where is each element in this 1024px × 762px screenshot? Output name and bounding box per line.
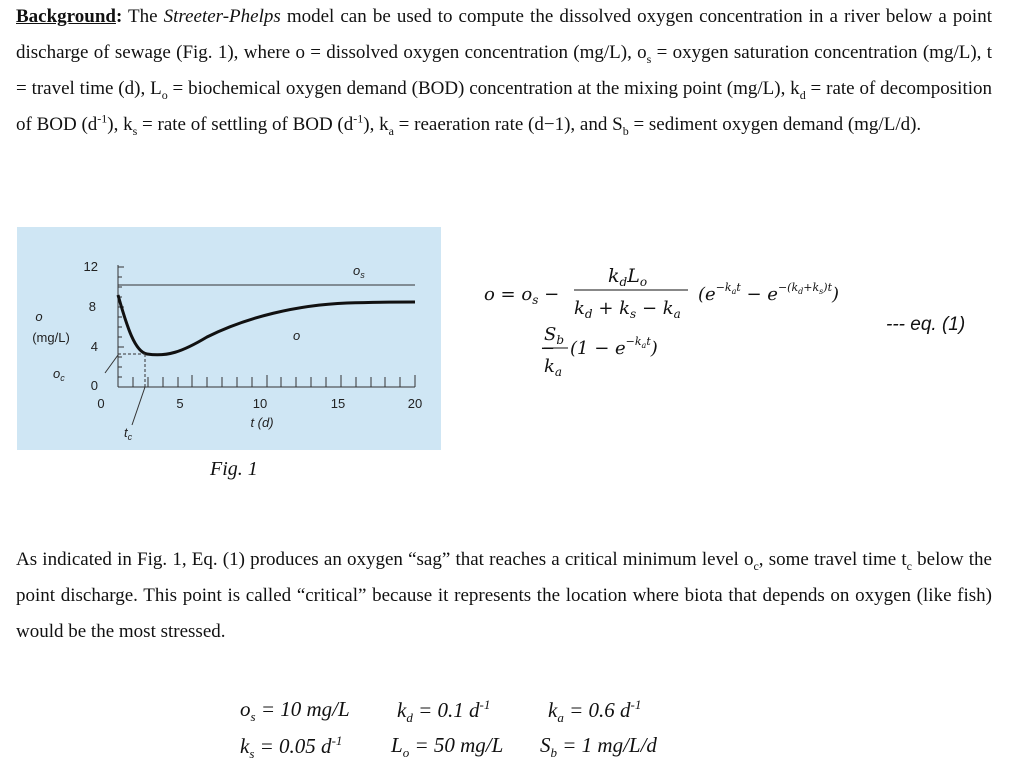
svg-text:Sb: $S_b$ bbox=[544, 324, 565, 347]
curve-annotation: o bbox=[293, 328, 301, 343]
x-tick-label: 0 bbox=[97, 396, 105, 411]
intro-text-5: = rate of decomposition of BOD (d bbox=[16, 78, 993, 135]
param-kd: $k_d = 0.1$ $d^{-1}$ bbox=[397, 697, 491, 726]
y-axis-units: (mg/L) bbox=[32, 330, 70, 345]
x-tick-label: 5 bbox=[176, 396, 184, 411]
svg-text:o = os −: $o = o_s$ − bbox=[484, 284, 560, 307]
svg-text:kdLo: $k_dL_o$ bbox=[608, 265, 648, 289]
sub-c-2: c bbox=[906, 558, 912, 573]
sub-a: a bbox=[388, 123, 394, 138]
y-tick-label: 12 bbox=[83, 259, 98, 274]
intro-text-7: = rate of settling of BOD (d bbox=[137, 114, 354, 135]
svg-text:(e−kat − e−(kd+ks)t): $(e^{-k}at - e^{-(k}d+ks)t$) bbox=[698, 281, 840, 305]
intro-text-10: = sediment oxygen demand (mg/L/d). bbox=[628, 114, 922, 135]
sag-text-1: As indicated in Fig. 1, Eq. (1) produces an oxygen “sag” that reaches a critical minimum level o bbox=[16, 549, 754, 570]
x-tick-label: 15 bbox=[330, 396, 346, 411]
svg-text:−: − bbox=[540, 338, 556, 359]
param-Lo: $L_o = 50$ mg/L bbox=[391, 733, 504, 761]
intro-text-1: The bbox=[122, 6, 164, 27]
tc-pointer bbox=[132, 387, 145, 425]
y-minor-ticks bbox=[118, 267, 124, 377]
y-tick-label: 4 bbox=[90, 339, 98, 354]
tc-annotation: $t_c$ bbox=[124, 425, 133, 442]
intro-text-3: = oxygen saturation concentration (mg/L), t = travel time (d), L bbox=[16, 42, 992, 99]
model-name: Streeter-Phelps bbox=[163, 6, 281, 27]
x-ticks bbox=[118, 375, 415, 387]
sag-paragraph bbox=[16, 542, 992, 650]
heading-colon: : bbox=[115, 6, 123, 27]
param-ka: $k_a = 0.6$ $d^{-1}$ bbox=[548, 697, 642, 726]
equation-label: --- eq. (1) bbox=[886, 314, 966, 335]
sub-s: s bbox=[646, 51, 652, 66]
param-os: $o_s = 10$ mg/L bbox=[240, 697, 350, 725]
svg-text:ka: $k_a$ bbox=[544, 356, 563, 376]
intro-text-6: ), k bbox=[107, 114, 133, 135]
oc-annotation: $o_c$ bbox=[53, 366, 65, 383]
param-Sb: $S_b = 1$ mg/L/d bbox=[540, 733, 657, 761]
os-annotation: $o_s$ bbox=[353, 263, 365, 280]
intro-text-2: model can be used to compute the dissolved oxygen concentration in a river below a point discharge of sewage (Fig. 1), where o = dissolved oxygen concentration (mg/L), o bbox=[16, 6, 992, 63]
oc-pointer bbox=[105, 355, 118, 373]
background-heading: Background bbox=[16, 6, 116, 27]
y-axis-symbol: o bbox=[35, 309, 43, 324]
sub-d: d bbox=[799, 87, 806, 102]
equation-line-1 bbox=[484, 265, 839, 321]
param-ks: $k_s = 0.05$ $d^{-1}$ bbox=[240, 733, 343, 762]
sag-curve bbox=[118, 295, 415, 355]
intro-text-8: ), k bbox=[363, 114, 389, 135]
x-tick-label: 20 bbox=[407, 396, 423, 411]
sup-neg1: -1 bbox=[97, 111, 108, 126]
oxygen-sag-plot bbox=[17, 227, 441, 450]
sub-s-2: s bbox=[132, 123, 138, 138]
sag-text-3: below the point discharge. This point is called “critical” because it represents the location where biota that depends on oxygen (like fish) would be the most stressed. bbox=[16, 549, 992, 642]
intro-text-9: = reaeration rate (d−1), and S bbox=[393, 114, 623, 135]
sub-c: c bbox=[753, 558, 759, 573]
sub-b: b bbox=[622, 123, 629, 138]
oxygen-sag-figure bbox=[17, 227, 441, 450]
sup-neg1-2: -1 bbox=[353, 111, 364, 126]
x-axis-label: t (d) bbox=[250, 415, 274, 430]
background-paragraph bbox=[16, 0, 992, 143]
y-tick-label: 8 bbox=[88, 299, 96, 314]
sag-text-2: , some travel time t bbox=[758, 549, 907, 570]
y-tick-label: 0 bbox=[90, 378, 98, 393]
x-tick-label: 10 bbox=[252, 396, 268, 411]
svg-text:kd + ks − ka: $k_d + k_s - k_a$ bbox=[574, 298, 681, 321]
sub-o: o bbox=[161, 87, 168, 102]
equation-line-2 bbox=[540, 324, 658, 376]
intro-text-4: = biochemical oxygen demand (BOD) concentration at the mixing point (mg/L), k bbox=[167, 78, 800, 99]
figure-caption: Fig. 1 bbox=[210, 458, 258, 480]
svg-text:(1 − e−kat): $(1 - e^{-k}at)$ bbox=[570, 335, 658, 359]
